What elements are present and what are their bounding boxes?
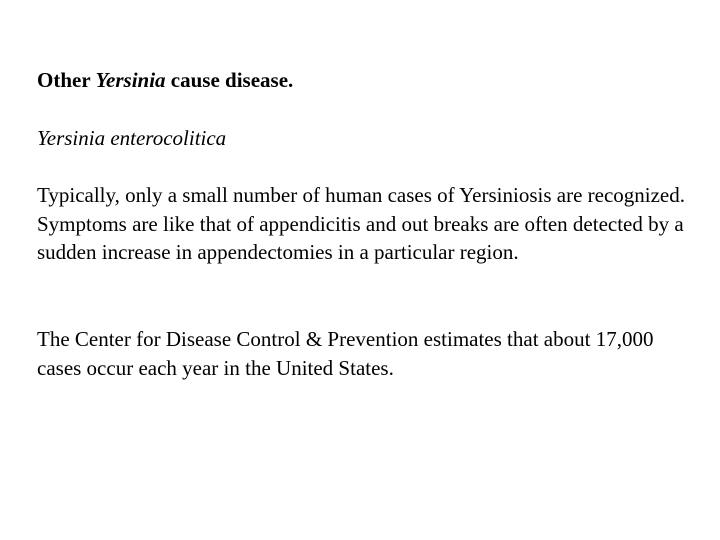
species-name: Yersinia enterocolitica bbox=[37, 126, 227, 150]
title-genus: Yersinia bbox=[95, 68, 166, 92]
paragraph-cdc-estimate: The Center for Disease Control & Prevention estimates that about 17,000 cases occur each year in the United States. bbox=[37, 327, 654, 380]
title-prefix: Other bbox=[37, 68, 96, 92]
title-suffix: cause disease. bbox=[165, 68, 294, 92]
paragraph-yersiniosis-cases: Typically, only a small number of human cases of Yersiniosis are recognized. Symptoms are like that of appendicitis and out breaks are often detected by a sudden increase in appendectomies in a particular region. bbox=[37, 183, 686, 264]
slide-title bbox=[37, 66, 293, 94]
